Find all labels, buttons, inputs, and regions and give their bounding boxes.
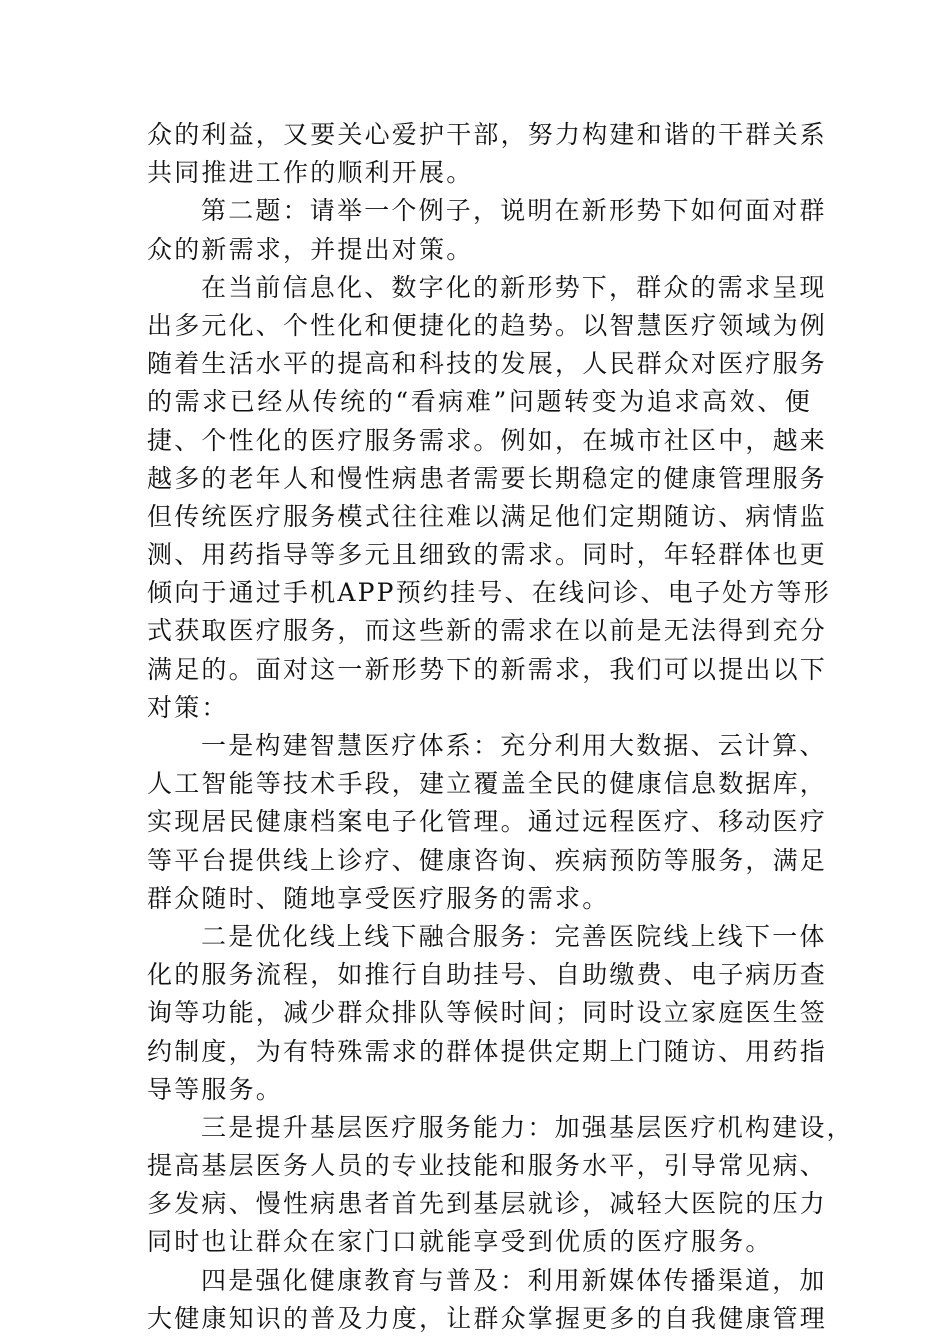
text-line: 四是强化健康教育与普及：利用新媒体传播渠道，加: [201, 1265, 827, 1295]
text-line: 多发病、慢性病患者首先到基层就诊，减轻大医院的压力: [147, 1189, 828, 1219]
text-line: 捷、个性化的医疗服务需求。例如，在城市社区中，越来: [147, 425, 828, 455]
text-line: 但传统医疗服务模式往往难以满足他们定期随访、病情监: [147, 501, 828, 531]
text-line: 询等功能，减少群众排队等候时间；同时设立家庭医生签: [147, 998, 828, 1028]
text-line: 人工智能等技术手段，建立覆盖全民的健康信息数据库，: [147, 769, 828, 799]
text-line: 满足的。面对这一新形势下的新需求，我们可以提出以下: [147, 654, 828, 684]
text-line: 二是优化线上线下融合服务：完善医院线上线下一体: [201, 921, 827, 951]
text-line: 测、用药指导等多元且细致的需求。同时，年轻群体也更: [147, 540, 828, 570]
text-line: 在当前信息化、数字化的新形势下，群众的需求呈现: [201, 272, 827, 302]
text-line: 的需求已经从传统的“看病难”问题转变为追求高效、便: [147, 387, 812, 417]
text-line: 同时也让群众在家门口就能享受到优质的医疗服务。: [147, 1227, 773, 1257]
text-line: 式获取医疗服务，而这些新的需求在以前是无法得到充分: [147, 616, 828, 646]
text-line: 越多的老年人和慢性病患者需要长期稳定的健康管理服务: [147, 463, 828, 493]
text-line: 化的服务流程，如推行自助挂号、自助缴费、电子病历查: [147, 960, 828, 990]
text-line: 实现居民健康档案电子化管理。通过远程医疗、移动医疗: [147, 807, 828, 837]
text-line: 众的利益，又要关心爱护干部，努力构建和谐的干群关系: [147, 120, 828, 149]
text-line: 对策：: [147, 692, 229, 722]
text-line: 出多元化、个性化和便捷化的趋势。以智慧医疗领域为例: [147, 310, 828, 340]
text-line: 三是提升基层医疗服务能力：加强基层医疗机构建设，: [201, 1112, 854, 1142]
text-line: 众的新需求，并提出对策。: [147, 234, 474, 264]
text-line: 群众随时、随地享受医疗服务的需求。: [147, 883, 610, 913]
body-text: [147, 116, 854, 1338]
text-line: 共同推进工作的顺利开展。: [147, 158, 474, 188]
text-line: 等平台提供线上诊疗、健康咨询、疾病预防等服务，满足: [147, 845, 828, 875]
text-line: 导等服务。: [147, 1074, 284, 1104]
text-line: 倾向于通过手机APP预约挂号、在线问诊、电子处方等形: [147, 578, 831, 608]
text-line: 提高基层医务人员的专业技能和服务水平，引导常见病、: [147, 1151, 828, 1181]
text-line: 随着生活水平的提高和科技的发展，人民群众对医疗服务: [147, 349, 828, 379]
text-line: 约制度，为有特殊需求的群体提供定期上门随访、用药指: [147, 1036, 828, 1066]
text-line: 第二题：请举一个例子，说明在新形势下如何面对群: [201, 196, 827, 226]
text-line: 大健康知识的普及力度，让群众掌握更多的自我健康管理: [147, 1303, 828, 1333]
text-line: 一是构建智慧医疗体系：充分利用大数据、云计算、: [201, 731, 827, 760]
